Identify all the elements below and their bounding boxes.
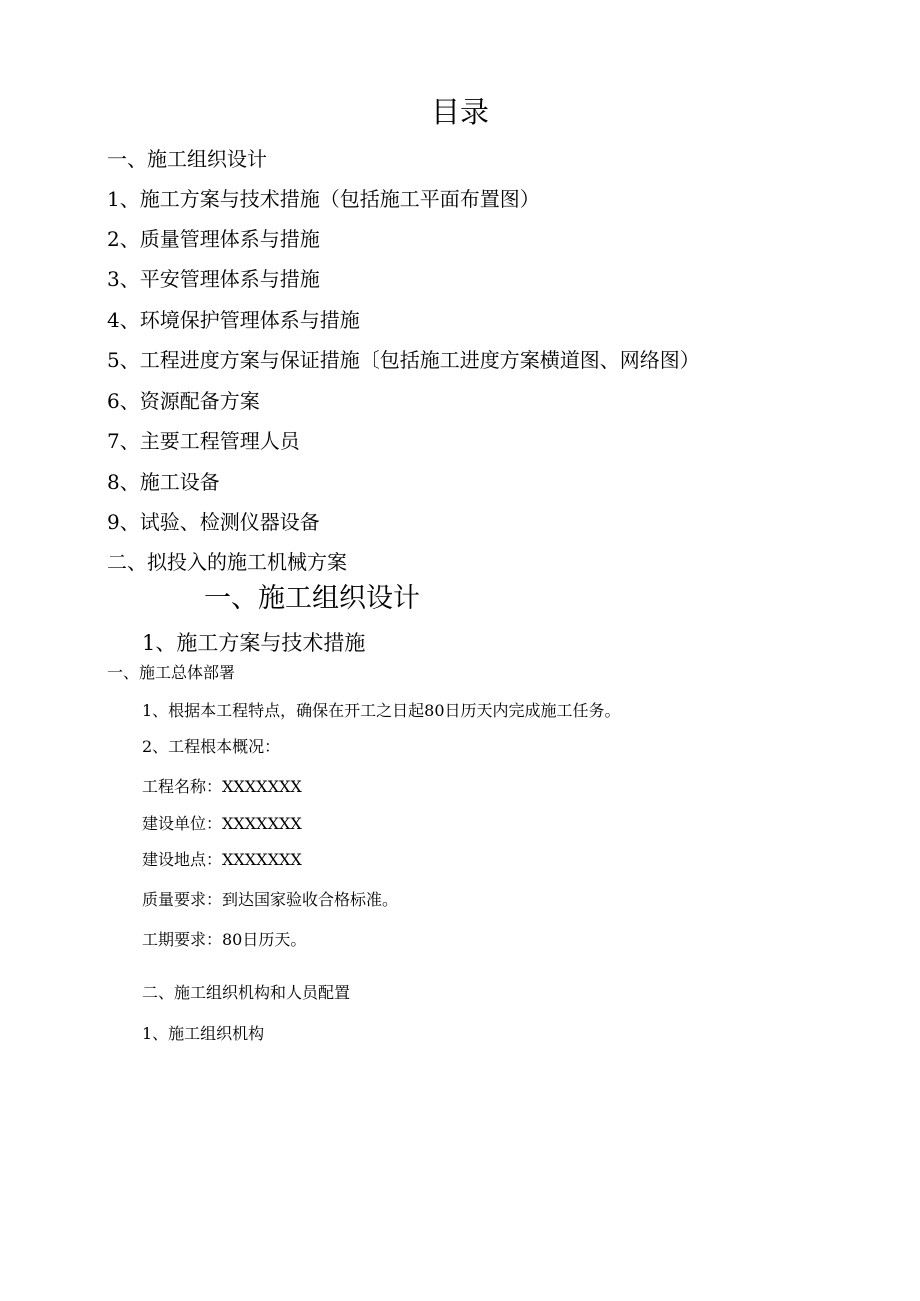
part-title: 二、施工组织机构和人员配置 — [142, 983, 351, 1002]
project-field-duration: 工期要求：80日历天。 — [142, 930, 307, 949]
paragraph: 1、根据本工程特点，确保在开工之日起80日历天内完成施工任务。 — [142, 701, 621, 720]
project-field-quality: 质量要求：到达国家验收合格标准。 — [142, 890, 399, 909]
section-subheading: 1、施工方案与技术措施 — [142, 631, 366, 655]
toc-item: 6、资源配备方案 — [107, 389, 260, 413]
toc-title: 目录 — [430, 95, 489, 129]
toc-item: 1、施工方案与技术措施（包括施工平面布置图） — [107, 187, 540, 211]
section-heading: 一、施工组织设计 — [204, 583, 420, 614]
toc-item: 2、质量管理体系与措施 — [107, 227, 320, 251]
paragraph: 1、施工组织机构 — [142, 1024, 265, 1043]
toc-item: 7、主要工程管理人员 — [107, 429, 300, 453]
paragraph: 2、工程根本概况： — [142, 737, 281, 756]
project-field-owner: 建设单位：XXXXXXX — [142, 814, 302, 833]
toc-item: 一、施工组织设计 — [107, 147, 267, 171]
toc-item: 二、拟投入的施工机械方案 — [107, 550, 347, 574]
toc-item: 8、施工设备 — [107, 470, 220, 494]
toc-item: 5、工程进度方案与保证措施〔包括施工进度方案横道图、网络图） — [107, 348, 700, 372]
project-field-location: 建设地点：XXXXXXX — [142, 850, 302, 869]
toc-item: 4、环境保护管理体系与措施 — [107, 308, 360, 332]
part-title: 一、施工总体部署 — [107, 663, 236, 682]
project-field-name: 工程名称：XXXXXXX — [142, 777, 302, 796]
toc-item: 3、平安管理体系与措施 — [107, 267, 320, 291]
toc-item: 9、试验、检测仪器设备 — [107, 510, 320, 534]
